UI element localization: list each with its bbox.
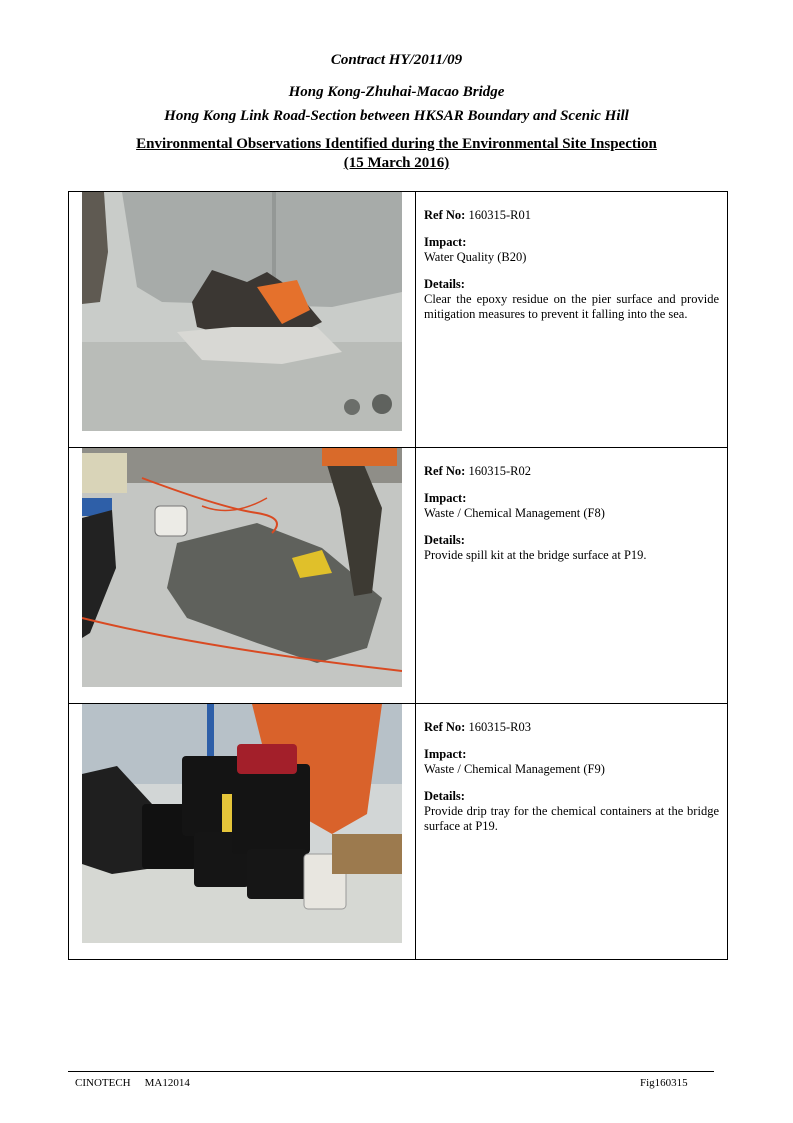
ref-number: 160315-R01 — [468, 208, 531, 222]
footer-left — [75, 1077, 190, 1089]
photo-cell — [69, 704, 416, 960]
details-label: Details: — [424, 789, 465, 803]
ref-number: 160315-R02 — [468, 464, 531, 478]
details-text: Clear the epoxy residue on the pier surface and provide mitigation measures to prevent it falling into the sea. — [424, 292, 719, 321]
details-label: Details: — [424, 277, 465, 291]
project-title: Hong Kong-Zhuhai-Macao Bridge — [288, 84, 505, 100]
impact-value: Waste / Chemical Management (F9) — [424, 762, 605, 776]
ref-label: Ref No: — [424, 464, 466, 478]
details-label: Details: — [424, 533, 465, 547]
site-photo-chemical-containers — [82, 704, 402, 943]
observations-table — [68, 191, 728, 960]
details-text: Provide spill kit at the bridge surface at P19. — [424, 548, 647, 562]
details-text: Provide drip tray for the chemical containers at the bridge surface at P19. — [424, 804, 719, 833]
photo-cell — [69, 448, 416, 704]
footer-code: MA12014 — [144, 1077, 190, 1089]
footer-company: CINOTECH — [75, 1077, 131, 1089]
contract-title: Contract HY/2011/09 — [330, 52, 463, 68]
site-photo-spill — [82, 448, 402, 687]
ref-label: Ref No: — [424, 208, 466, 222]
footer-divider — [68, 1071, 714, 1072]
impact-value: Water Quality (B20) — [424, 250, 527, 264]
ref-number: 160315-R03 — [468, 720, 531, 734]
details-cell — [416, 192, 728, 448]
impact-label: Impact: — [424, 491, 467, 505]
photo-cell — [69, 192, 416, 448]
table-row — [69, 192, 728, 448]
impact-value: Waste / Chemical Management (F8) — [424, 506, 605, 520]
details-cell — [416, 448, 728, 704]
footer-figure-number: Fig160315 — [640, 1077, 688, 1089]
document-subtitle: Environmental Observations Identified during the Environmental Site Inspection — [136, 136, 657, 152]
section-title: Hong Kong Link Road-Section between HKSAR Boundary and Scenic Hill — [164, 108, 629, 124]
inspection-date: (15 March 2016) — [343, 155, 450, 171]
details-cell — [416, 704, 728, 960]
table-row — [69, 704, 728, 960]
impact-label: Impact: — [424, 747, 467, 761]
table-row — [69, 448, 728, 704]
ref-label: Ref No: — [424, 720, 466, 734]
impact-label: Impact: — [424, 235, 467, 249]
site-photo-epoxy-residue — [82, 192, 402, 431]
